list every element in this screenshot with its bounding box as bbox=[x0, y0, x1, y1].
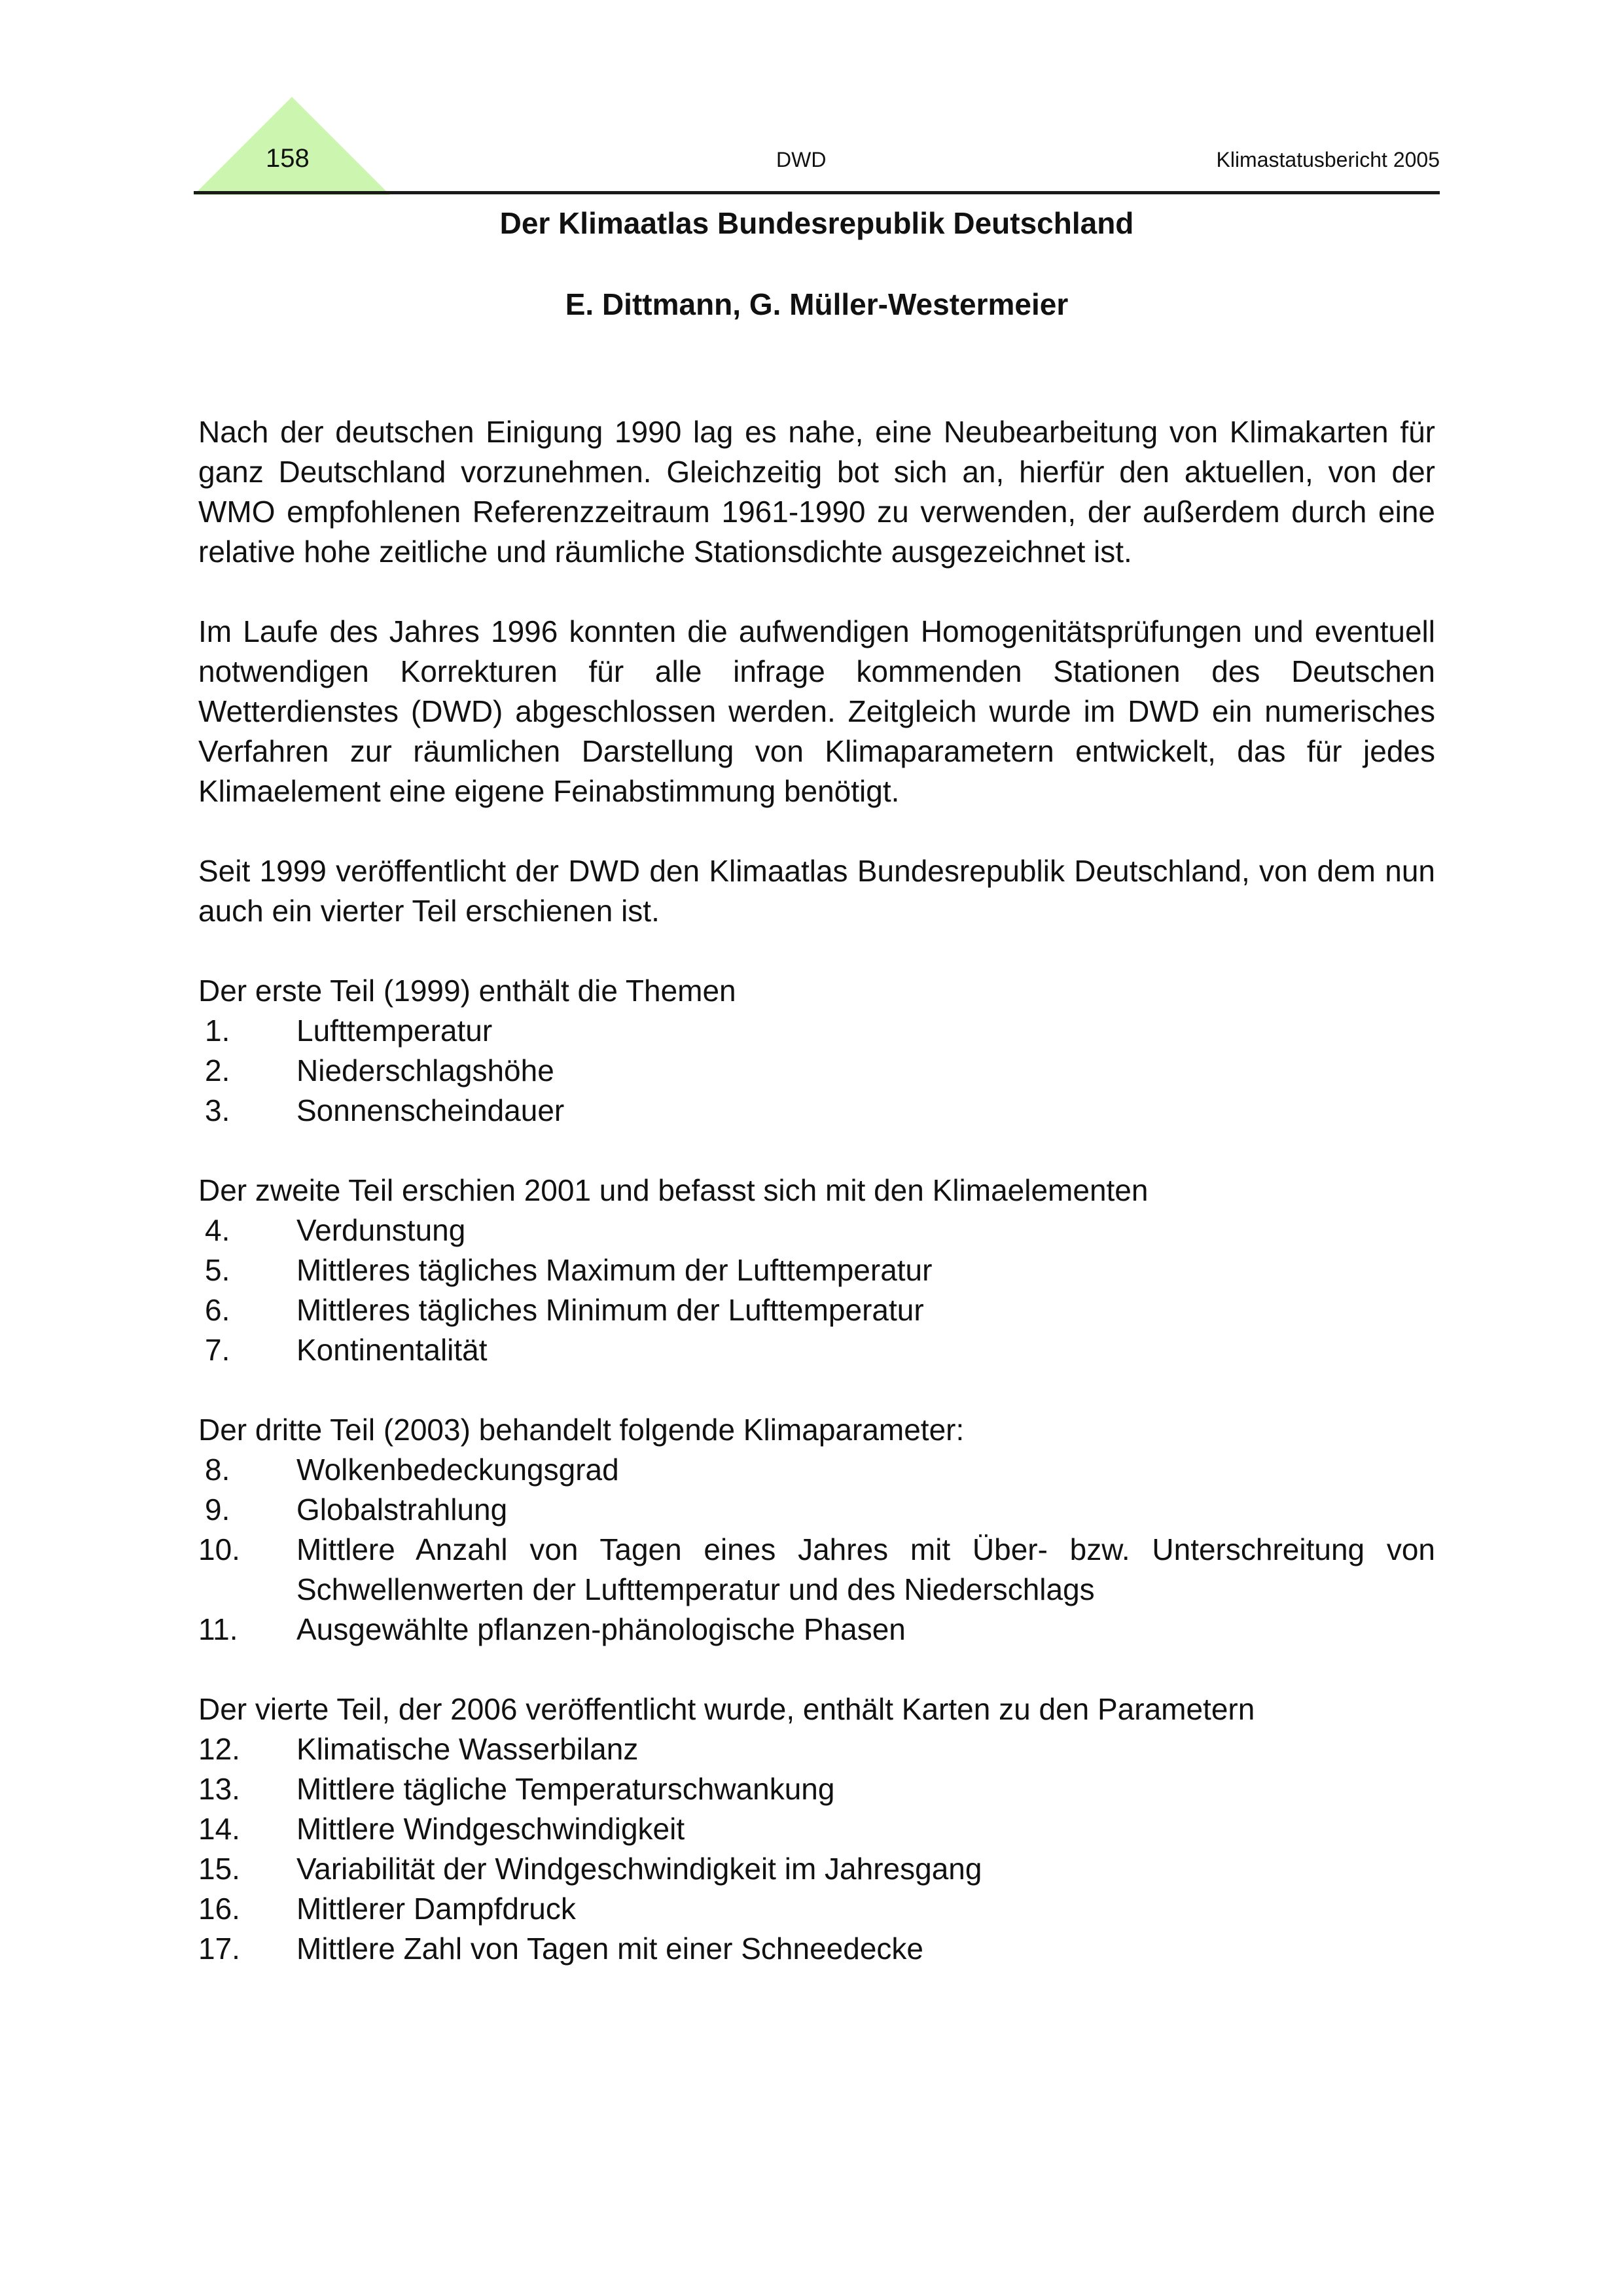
list-item bbox=[198, 1929, 1435, 1969]
list-item bbox=[198, 1769, 1435, 1809]
list-text: Klimatische Wasserbilanz bbox=[296, 1732, 639, 1766]
list-number: 3. bbox=[205, 1093, 230, 1127]
list-item bbox=[198, 1290, 1435, 1330]
document-body bbox=[198, 412, 1435, 2009]
list-item bbox=[198, 1011, 1435, 1051]
group-intro: Der erste Teil (1999) enthält die Themen bbox=[198, 974, 736, 1008]
list-text: Globalstrahlung bbox=[296, 1492, 508, 1527]
page-number: 158 bbox=[266, 144, 310, 173]
list-item bbox=[198, 1530, 1435, 1610]
list-item bbox=[198, 1809, 1435, 1849]
list-number: 6. bbox=[205, 1293, 230, 1327]
list-text: Lufttemperatur bbox=[296, 1014, 493, 1048]
list-number: 16. bbox=[198, 1892, 240, 1926]
paragraph: Nach der deutschen Einigung 1990 lag es nahe, eine Neubearbeitung von Klimakarten für ganz Deutschland vorzunehmen. Gleichzeitig bot sich an, hierfür den aktuellen, von der WMO empfohlenen Referenzzeitraum 1961-1990 zu verwenden, der außerdem durch eine relative hohe zeitliche und räumliche Stationsdichte ausgezeichnet ist. bbox=[198, 415, 1435, 569]
list-item bbox=[198, 1250, 1435, 1290]
list-item bbox=[198, 1051, 1435, 1091]
topic-list bbox=[198, 1210, 1435, 1370]
list-text: Verdunstung bbox=[296, 1213, 466, 1247]
list-number: 17. bbox=[198, 1932, 240, 1966]
group-intro: Der dritte Teil (2003) behandelt folgende Klimaparameter: bbox=[198, 1413, 965, 1447]
list-item bbox=[198, 1450, 1435, 1490]
topic-list bbox=[198, 1011, 1435, 1131]
list-item bbox=[198, 1210, 1435, 1250]
list-number: 15. bbox=[198, 1852, 240, 1886]
list-number: 14. bbox=[198, 1812, 240, 1846]
document-title: Der Klimaatlas Bundesrepublik Deutschland bbox=[499, 206, 1134, 240]
list-text: Wolkenbedeckungsgrad bbox=[296, 1453, 619, 1487]
list-number: 5. bbox=[205, 1253, 230, 1287]
list-number: 2. bbox=[205, 1053, 230, 1087]
list-text: Mittleres tägliches Minimum der Lufttemperatur bbox=[296, 1293, 924, 1327]
list-text: Mittlere tägliche Temperaturschwankung bbox=[296, 1772, 835, 1806]
list-text: Variabilität der Windgeschwindigkeit im Jahresgang bbox=[296, 1852, 982, 1886]
group-intro: Der vierte Teil, der 2006 veröffentlicht wurde, enthält Karten zu den Parametern bbox=[198, 1692, 1255, 1726]
document-authors: E. Dittmann, G. Müller-Westermeier bbox=[565, 287, 1069, 321]
paragraph: Im Laufe des Jahres 1996 konnten die aufwendigen Homogenitätsprüfungen und eventuell notwendigen Korrekturen für alle infrage kommenden Stationen des Deutschen Wetterdienstes (DWD) abgeschlossen werden. Zeitgleich wurde im DWD ein numerisches Verfahren zur räumlichen Darstellung von Klimaparametern entwickelt, das für jedes Klimaelement eine eigene Feinabstimmung benötigt. bbox=[198, 614, 1435, 808]
list-number: 7. bbox=[205, 1333, 230, 1367]
list-number: 8. bbox=[205, 1453, 230, 1487]
topic-list bbox=[198, 1729, 1435, 1969]
list-item bbox=[198, 1330, 1435, 1370]
volume-group bbox=[198, 1689, 1435, 1969]
list-text: Mittlere Anzahl von Tagen eines Jahres mit Über- bzw. Unterschreitung von Schwellenwerten der Lufttemperatur und des Niederschlags bbox=[296, 1532, 1435, 1606]
list-text: Kontinentalität bbox=[296, 1333, 488, 1367]
volume-group bbox=[198, 1410, 1435, 1650]
list-item bbox=[198, 1610, 1435, 1650]
paragraph: Seit 1999 veröffentlicht der DWD den Klimaatlas Bundesrepublik Deutschland, von dem nun auch ein vierter Teil erschienen ist. bbox=[198, 854, 1435, 928]
list-number: 1. bbox=[205, 1014, 230, 1048]
list-text: Ausgewählte pflanzen-phänologische Phasen bbox=[296, 1612, 906, 1646]
list-item bbox=[198, 1849, 1435, 1889]
header-divider bbox=[194, 191, 1440, 194]
list-text: Niederschlagshöhe bbox=[296, 1053, 554, 1087]
list-item bbox=[198, 1729, 1435, 1769]
group-intro: Der zweite Teil erschien 2001 und befasst sich mit den Klimaelementen bbox=[198, 1173, 1149, 1207]
page-header bbox=[194, 92, 1440, 196]
list-number: 10. bbox=[198, 1532, 240, 1566]
list-text: Sonnenscheindauer bbox=[296, 1093, 565, 1127]
list-number: 12. bbox=[198, 1732, 240, 1766]
header-publisher: DWD bbox=[776, 148, 827, 171]
list-number: 13. bbox=[198, 1772, 240, 1806]
topic-list bbox=[198, 1450, 1435, 1650]
list-number: 9. bbox=[205, 1492, 230, 1527]
list-item bbox=[198, 1889, 1435, 1929]
list-text: Mittleres tägliches Maximum der Lufttemperatur bbox=[296, 1253, 933, 1287]
list-text: Mittlere Zahl von Tagen mit einer Schneedecke bbox=[296, 1932, 924, 1966]
list-text: Mittlere Windgeschwindigkeit bbox=[296, 1812, 685, 1846]
list-text: Mittlerer Dampfdruck bbox=[296, 1892, 576, 1926]
list-item bbox=[198, 1490, 1435, 1530]
list-number: 4. bbox=[205, 1213, 230, 1247]
volume-group bbox=[198, 1171, 1435, 1370]
list-number: 11. bbox=[198, 1612, 238, 1646]
list-item bbox=[198, 1091, 1435, 1131]
header-report-title: Klimastatusbericht 2005 bbox=[1216, 148, 1440, 171]
volume-group bbox=[198, 971, 1435, 1131]
